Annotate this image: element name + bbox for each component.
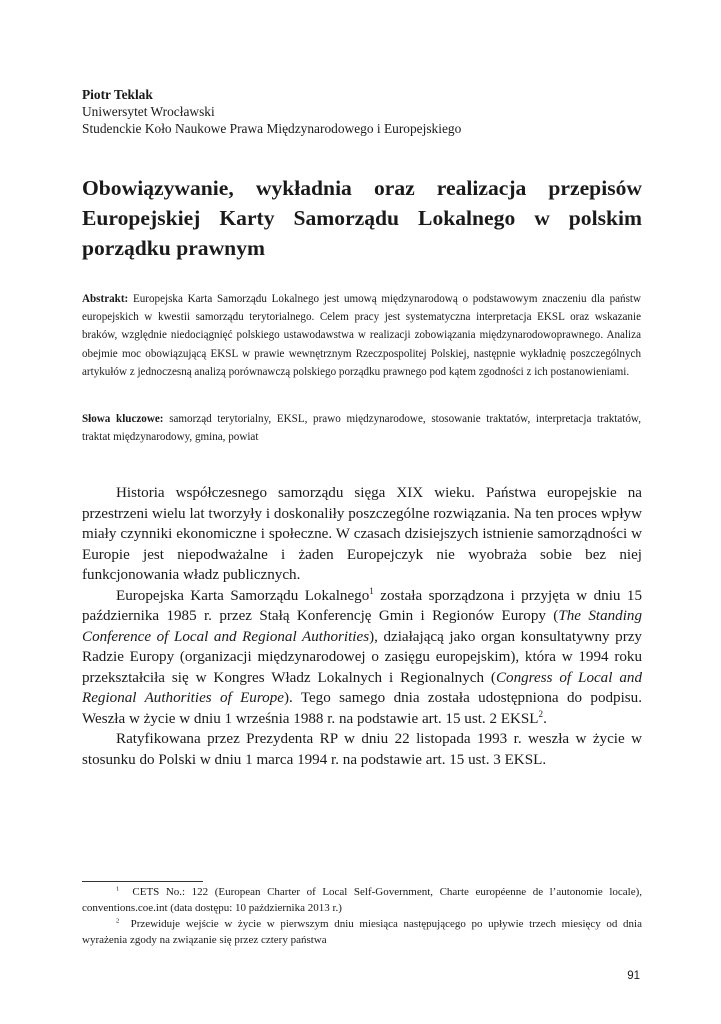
footnote-ref-1: 1 xyxy=(369,585,374,596)
abstract xyxy=(82,290,641,381)
body-paragraph-1: Historia współczesnego samorządu sięga XIX wieku. Państwa europejskie na przestrzeni wielu lat tworzyły i doskonaliły poszczególne rozwiązania. Na ten proces wpływ miały czynniki ekonomiczne i społeczne. W czasach dzisiejszych istnienie samorządności w Europie jest niepodważalne i żaden Europejczyk nie wyobraża sobie bez niej funkcjonowania władz publicznych. xyxy=(82,485,642,583)
italic-term-congress: Congress of Local and Regional Authorities of Europe xyxy=(82,669,643,706)
footnotes xyxy=(82,884,642,948)
author-name: Piotr Teklak xyxy=(82,87,153,102)
footnote-1 xyxy=(82,884,642,916)
footnote-2 xyxy=(82,916,642,948)
italic-term-standing-conference: The Standing Conference of Local and Regional Authorities xyxy=(82,608,642,645)
article-title: Obowiązywanie, wykładnia oraz realizacja przepisów Europejskiej Karty Samorządu Lokalnego w polskim porządku prawnym xyxy=(82,176,642,260)
text-run: została sporządzona i przyjęta w dniu 15 października 1985 r. przez Stałą Konferencję Gmin i Regionów Europy ( xyxy=(82,587,642,624)
keywords-text: samorząd terytorialny, EKSL, prawo międzynarodowe, stosowanie traktatów, interpretacja traktatów, traktat międzynarodowy, gmina, powiat xyxy=(82,413,641,444)
text-run: ), działającą jako organ konsultatywny przy Radzie Europy (organizacji międzynarodowej o zasięgu europejskim), która w 1994 roku przekształciła się w Kongres Władz Lokalnych i Regionalnych ( xyxy=(82,628,642,686)
footnote-number: 1 xyxy=(116,885,120,893)
author-block xyxy=(82,86,642,137)
footnote-number: 2 xyxy=(116,917,120,925)
footnote-text: CETS No.: 122 (European Charter of Local Self-Government, Charte européenne de l’autonomie locale), conventions.coe.int (data dostępu: 10 października 2013 r.) xyxy=(82,886,642,914)
body-text xyxy=(82,483,642,770)
text-run: Europejska Karta Samorządu Lokalnego xyxy=(116,587,370,604)
author-research-circle: Studenckie Koło Naukowe Prawa Międzynarodowego i Europejskiego xyxy=(82,121,462,136)
keywords xyxy=(82,410,641,446)
text-run: ). Tego samego dnia została udostępniona do podpisu. Weszła w życie w dniu 1 września 1988 r. na podstawie art. 15 ust. 2 EKSL xyxy=(82,690,642,727)
footnote-ref-2: 2 xyxy=(538,708,544,719)
body-paragraph-3: Ratyfikowana przez Prezydenta RP w dniu 22 listopada 1993 r. weszła w życie w stosunku do Polski w dniu 1 marca 1994 r. na podstawie art. 15 ust. 3 EKSL. xyxy=(82,731,642,768)
keywords-label: Słowa kluczowe: xyxy=(82,413,164,425)
text-run: . xyxy=(543,710,547,727)
footnote-divider xyxy=(82,881,203,882)
page-number: 91 xyxy=(627,970,640,982)
abstract-text: Europejska Karta Samorządu Lokalnego jest umową międzynarodową o podstawowym znaczeniu dla państw europejskich w kwestii samorządu terytorialnego. Celem pracy jest systematyczna interpretacja EKSL oraz wskazanie braków, względnie niedociągnięć polskiego ustawodawstwa w realizacji zobowiązania międzynarodowoprawnego. Analiza obejmie moc obowiązującą EKSL w prawie wewnętrznym Rzeczpospolitej Polskiej, następnie wykładnię poszczególnych artykułów z jednoczesną analizą porównawczą polskiego porządku prawnego pod kątem zgodności z ich postanowieniami. xyxy=(82,293,642,378)
footnote-text: Przewiduje wejście w życie w pierwszym dniu miesiąca następującego po upływie trzech miesięcy od dnia wyrażenia zgody na związanie się przez cztery państwa xyxy=(82,918,642,946)
body-paragraph-2 xyxy=(82,586,642,730)
abstract-label: Abstrakt: xyxy=(82,293,129,305)
author-affiliation: Uniwersytet Wrocławski xyxy=(82,104,215,119)
